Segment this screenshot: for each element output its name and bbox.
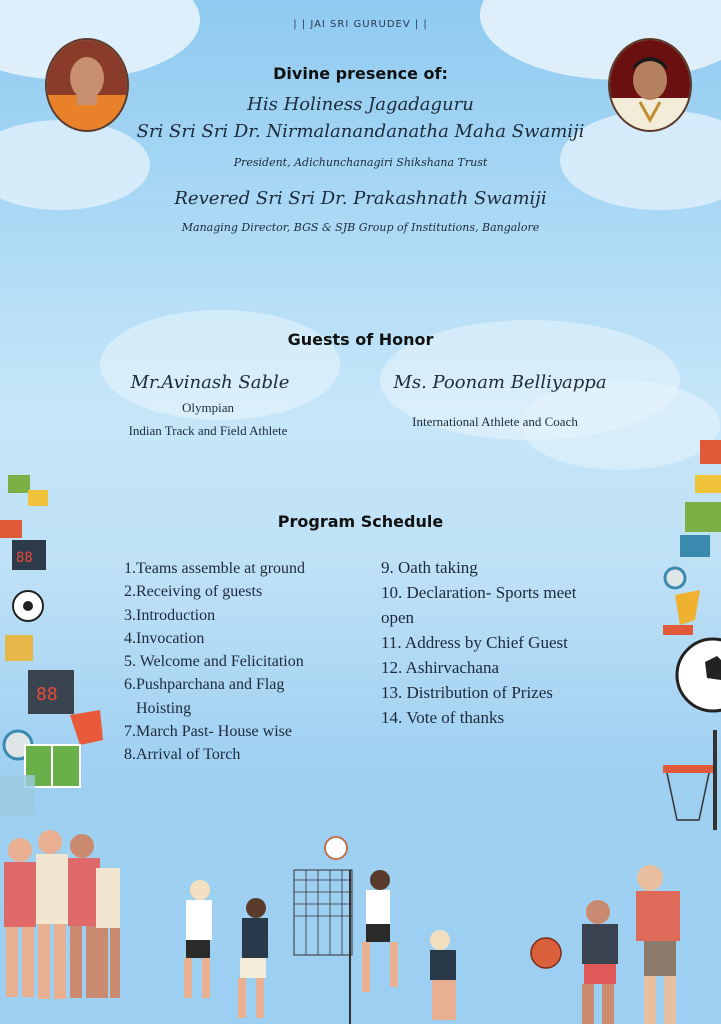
person2-name: Revered Sri Sri Dr. Prakashnath Swamiji xyxy=(174,188,547,209)
schedule-item: 12. Ashirvachana xyxy=(381,658,500,677)
schedule-left-column xyxy=(116,557,356,767)
guest1-subtitle: Indian Track and Field Athlete xyxy=(128,423,288,438)
person1-title: His Holiness Jagadaguru xyxy=(247,94,474,115)
schedule-heading: Program Schedule xyxy=(277,512,444,531)
guest2-name: Ms. Poonam Belliyappa xyxy=(393,372,607,393)
schedule-item: 10. Declaration- Sports meet xyxy=(381,583,577,602)
basketball-icon xyxy=(531,938,561,968)
schedule-item: 4.Invocation xyxy=(124,629,205,647)
svg-text:88: 88 xyxy=(16,550,33,566)
guest1-title: Olympian xyxy=(182,400,234,415)
schedule-item: 6.Pushparchana and Flag xyxy=(124,676,285,694)
schedule-item: 3.Introduction xyxy=(124,606,216,624)
left-portrait xyxy=(45,38,129,132)
scoreboard-icon xyxy=(8,475,30,493)
players-illustration xyxy=(0,820,721,1024)
schedule-item: Hoisting xyxy=(136,699,192,717)
schedule-item: 13. Distribution of Prizes xyxy=(381,683,553,702)
schedule-item: 5. Welcome and Felicitation xyxy=(124,653,304,671)
right-portrait xyxy=(608,38,692,132)
volleyball-icon xyxy=(325,837,347,859)
right-sports-illustration xyxy=(655,430,721,830)
basketball-players xyxy=(531,865,680,1024)
guests-heading: Guests of Honor xyxy=(287,330,434,349)
guest2-title: International Athlete and Coach xyxy=(412,414,578,429)
svg-text:88: 88 xyxy=(36,684,58,705)
volleyball-players xyxy=(184,837,456,1024)
schedule-item: open xyxy=(381,608,415,627)
tagline: | | JAI SRI GURUDEV | | xyxy=(293,19,428,30)
basketball-hoop-icon xyxy=(663,765,713,773)
schedule-item: 1.Teams assemble at ground xyxy=(124,560,306,577)
schedule-item: 11. Address by Chief Guest xyxy=(381,633,568,652)
schedule-item: 14. Vote of thanks xyxy=(381,708,505,727)
person2-role: Managing Director, BGS & SJB Group of Institutions, Bangalore xyxy=(181,221,540,234)
schedule-item: 7.March Past- House wise xyxy=(124,723,292,741)
schedule-item: 9. Oath taking xyxy=(381,558,478,577)
schedule-item: 8.Arrival of Torch xyxy=(124,746,241,764)
guest1-name: Mr.Avinash Sable xyxy=(130,372,290,393)
schedule-item: 2.Receiving of guests xyxy=(124,583,263,601)
schedule-right-column xyxy=(381,555,631,730)
person1-role: President, Adichunchanagiri Shikshana Trust xyxy=(233,156,488,169)
left-sports-illustration xyxy=(0,460,120,830)
glove-icon xyxy=(70,710,103,745)
team-huddle xyxy=(4,830,120,999)
person1-name: Sri Sri Sri Dr. Nirmalanandanatha Maha Swamiji xyxy=(136,121,585,142)
trophy-icon xyxy=(675,590,700,625)
presence-heading: Divine presence of: xyxy=(273,64,448,83)
